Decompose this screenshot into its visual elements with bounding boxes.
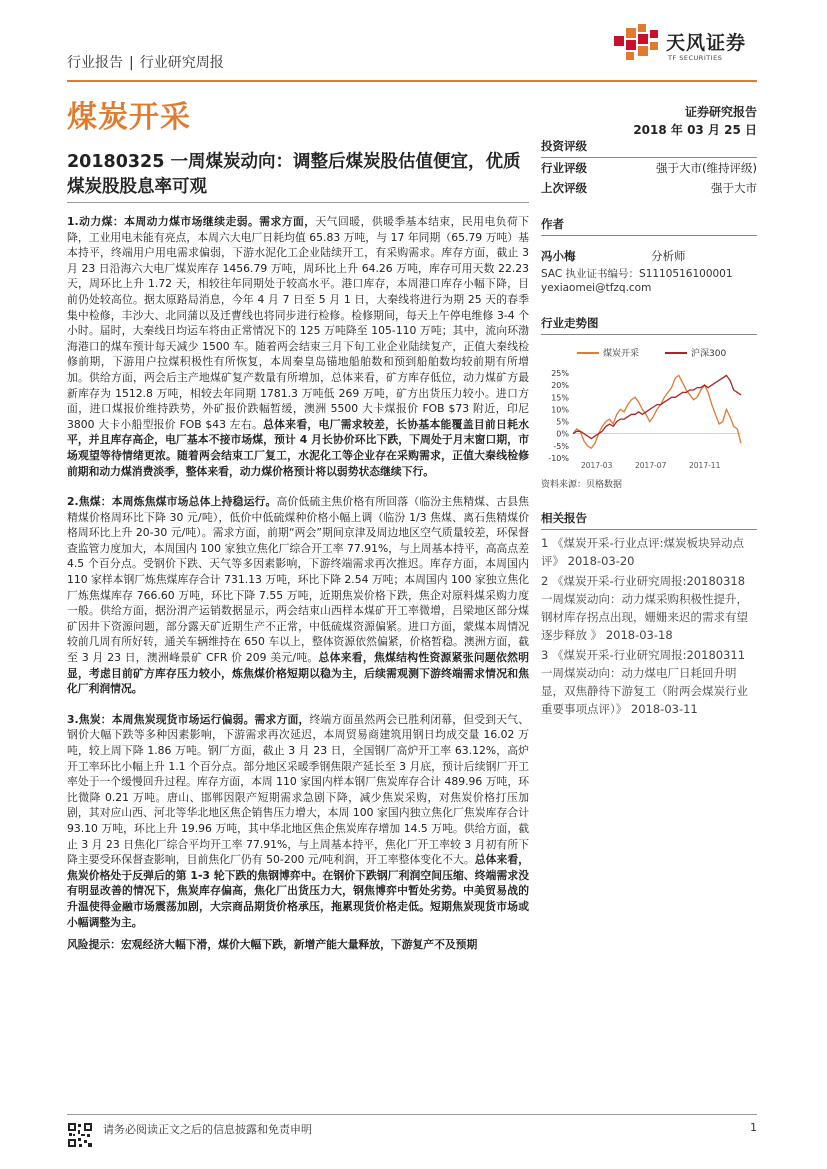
rating-row-industry — [541, 158, 757, 178]
y-tick-label: 5% — [556, 417, 569, 427]
y-tick-label: 20% — [551, 381, 569, 391]
paragraph-text: 终端方面虽然两会已胜利闭幕，但受到天气、钢价大幅下跌等多种因素影响，下游需求再次延迟，本周贸易商建筑用钢日均成交量 16.02 万吨，较上周下降 1.86 万吨。钢厂方面，截止 3 月 23 日，全国钢厂高炉开工率 63.12%，高炉开工率环比小幅上升 1.1 个百分点。部分地区采暖季钢焦限产延长至 3 月底，预计后续钢厂开工率处于一个缓慢回升过程。库存方面，本周 110 家国内样本钢厂焦炭库存合计 489.96 万吨，环比微降 0.21 万吨。唐山、邯郸因限产短期需求急剧下降，减少焦炭采购，对焦炭价格打压加剧，其对应山西、河北等华北地区焦企销售压力增大，本周 100 家国内独立焦化厂焦炭库存合计 93.10 万吨，环比上升 19.96 万吨，其中华北地区焦企焦炭库存增加 14.5 万吨。供给方面，截止 3 月 23 日焦化厂综合平均开工率 77.91%，与上周基本持平，焦化厂开工率较 3 月初有所下降主要受环保督查影响，目前焦化厂仍有 50-200 元/吨利润，开工率整体变化不大。 — [67, 712, 529, 867]
y-tick-label: -5% — [553, 441, 569, 451]
paragraph-conclusion: 总体来看，电厂需求较差，长协基本能覆盖目前日耗水平，并且库存高企，电厂基本不接市场煤，预计 4 月长协价环比下跌，下周处于月末窗口期，市场观望等待情绪更浓。随着两会结束工厂复工，水泥化工等企业存在采购需求，正值大秦线检修前期和动力煤消费淡季，整体来看，动力煤价格预计将以弱势状态继续下行。 — [67, 417, 530, 478]
company-logo — [612, 22, 762, 66]
trend-section — [541, 315, 757, 490]
series-line-coal-mining — [573, 375, 741, 448]
header-divider — [67, 80, 757, 82]
related-section — [541, 510, 757, 718]
breadcrumb-report-subtype: 行业研究周报 — [139, 55, 224, 71]
section-divider — [541, 235, 757, 236]
rating-row-previous — [541, 178, 757, 198]
related-report-title[interactable]: 3 《煤炭开采-行业研究周报:20180311 一周煤炭动向：动力煤电厂日耗回升明显，双焦静待下游复工（附两会煤炭行业重要事项点评）》 — [541, 648, 748, 716]
title-divider — [67, 202, 529, 203]
trend-section-title: 行业走势图 — [541, 316, 599, 330]
legend-label: 沪深300 — [691, 349, 727, 359]
x-tick-label: 2017-07 — [635, 461, 667, 470]
paragraph-heading: 3.焦炭：本周焦炭现货市场运行偏弱。需求方面， — [67, 712, 310, 726]
rating-key: 上次评级 — [541, 181, 587, 195]
risk-text: 宏观经济大幅下滑，煤价大幅下跌，新增产能大量释放，下游复产不及预期 — [120, 938, 478, 952]
logo-mark-icon — [612, 22, 660, 66]
footer-disclaimer[interactable]: 请务必阅读正文之后的信息披露和免责申明 — [103, 1123, 312, 1136]
paragraph-heading: 1.动力煤：本周动力煤市场继续走弱。需求方面， — [67, 215, 316, 228]
rating-value: 强于大市 — [711, 181, 757, 195]
qr-code-icon — [67, 1122, 93, 1148]
sidebar — [541, 138, 757, 720]
report-body — [67, 214, 529, 968]
author-section — [541, 216, 757, 295]
related-report-date: 2018-03-11 — [630, 702, 698, 716]
paragraph-text: 高价低硫主焦价格有所回落（临汾主焦精煤、古县焦精煤价格周环比下降 30 元/吨），低价中低硫煤种价格小幅上调（临汾 1/3 焦煤、离石焦精煤价格周环比上升 20-30 元/吨）。需求方面，前期“两会”期间京津及周边地区空气质量较差，环保督查监管力度加大，本周国内 100 家独立焦化厂综合开工率 77.91%，与上周基本持平，高高点差 4.5 个百分点。受钢价下跌、天气等多因素影响，下游终端需求再次推迟。库存方面，本周国内 110 家样本钢厂炼焦煤库存合计 731.13 万吨，环比下降 2.54 万吨；本周国内 100 家独立焦化厂炼焦煤库存 766.60 万吨，环比下降 7.55 万吨，近期焦炭价格下跌，焦企对原料煤采购力度一般。供给方面，据汾渭产运销数据显示，两会结束山西样本煤矿开工率微增，吕梁地区部分煤矿因井下资源问题，部分露天矿近期生产不正常，中低硫煤资源偏紧。进口方面，蒙煤本周情况较前几周有所好转，通关车辆维持在 650 车以上，整体资源依然偏紧，价格暂稳。澳洲方面，截至 3 月 23 日，澳洲峰景矿 CFR 价 209 美元/吨。 — [67, 495, 529, 665]
logo-text-en: TF SECURITIES — [668, 54, 723, 62]
related-report-title[interactable]: 1 《煤炭开采-行业点评:煤炭板块异动点评》 — [541, 536, 744, 568]
section-divider — [541, 529, 757, 530]
related-report-list — [541, 534, 757, 718]
y-tick-label: -10% — [548, 454, 569, 463]
breadcrumb — [67, 52, 224, 72]
chart-source: 资料来源：贝格数据 — [541, 480, 623, 490]
series-line-csi300 — [573, 375, 741, 438]
related-report-title[interactable]: 2 《煤炭开采-行业研究周报:20180318 一周煤炭动向：动力煤采购积极性提升，钢材库存拐点出现，姗姗来迟的需求有望逐步释放 》 — [541, 574, 748, 642]
legend-label: 煤炭开采 — [603, 349, 640, 359]
breadcrumb-report-type: 行业报告 — [67, 55, 123, 71]
paragraph-thermal-coal — [67, 214, 529, 479]
logo-text-cn: 天风证券 — [666, 32, 747, 54]
paragraph-heading: 2.焦煤：本周炼焦煤市场总体上持稳运行。 — [67, 495, 277, 509]
rating-key: 行业评级 — [541, 161, 587, 175]
x-tick-label: 2017-03 — [581, 461, 613, 470]
y-tick-label: 15% — [551, 393, 569, 403]
rating-value: 强于大市(维持评级) — [656, 161, 757, 175]
author-license: SAC 执业证书编号：S1110516100001 — [541, 268, 733, 280]
y-tick-label: 0% — [556, 429, 569, 439]
author-email[interactable]: yexiaomei@tfzq.com — [541, 282, 652, 294]
report-date: 2018 年 03 月 25 日 — [633, 123, 757, 137]
rating-section — [541, 138, 757, 198]
paragraph-text: 天气回暖，供暖季基本结束，民用电负荷下降，工业用电未能有亮点，本周六大电厂日耗均值 65.83 万吨，与 17 年同期（65.79 万吨）基本持平，终端用户用电需求偏弱，下游水泥化工企业陆续开工，有采购需求。库存方面，截止 3 月 23 日沿海六大电厂煤炭库存 1456.79 万吨，周环比上升 64.26 万吨，库存可用天数 22.23 天，周环比上升 1.72 天，相较往年同期处于较高水平。港口库存，本周港口库存小幅下降，目前仍处较高位。据太原路局消息，今年 4 月 7 日至 5 月 1 日，大秦线将进行为期 25 天的春季集中检修，丰沙大、北同蒲以及迁曹线也将同步进行检修。检修期间，每天上午停电维修 3-4 个小时。届时，大秦线日均运车将由正常情况下的 125 万吨降至 105-110 万吨；其中，流向环渤海港口的煤车预计每天减少 1500 车。随着两会结束三月下旬工业企业陆续复产，正值大秦线检修前期，下游用户拉煤积极性有所恢复，本周秦皇岛锚地船舶数和预到船舶数均较前期有所增加。供给方面，两会后主产地煤矿复产数量有所增加，总体来看，矿方库存低位，动力煤矿方最新库存为 1512.8 万吨，相较去年同期 1781.3 万吨低 269 万吨，矿方出货压力较小。进口方面，进口煤报价维持跌势，外矿报价跌幅暂缓，澳洲 5500 大卡煤报价 FOB $73 附近，印尼 3800 大卡小船型报价 FOB $43 左右。 — [67, 215, 529, 431]
paragraph-conclusion: 总体来看，焦煤结构性资源紧张问题依然明显，考虑目前矿方库存压力较小，炼焦煤价格短期以稳为主，后续需观测下游终端需求情况和焦化厂利润情况。 — [67, 651, 530, 696]
trend-chart-svg — [541, 335, 757, 475]
risk-warning — [67, 937, 529, 953]
author-section-title: 作者 — [541, 217, 564, 231]
y-tick-label: 10% — [551, 405, 569, 415]
paragraph-coking-coal — [67, 494, 529, 697]
related-report-date: 2018-03-20 — [567, 554, 635, 568]
rating-section-title: 投资评级 — [541, 139, 587, 153]
risk-label: 风险提示： — [67, 938, 121, 952]
report-type-label: 证券研究报告 — [684, 105, 757, 119]
author-role: 分析师 — [651, 249, 686, 263]
related-report-item[interactable] — [541, 534, 757, 570]
page-number: 1 — [750, 1121, 757, 1134]
industry-trend-chart — [541, 335, 757, 475]
report-title: 20180325 一周煤炭动向：调整后煤炭股估值便宜，优质煤炭股股息率可观 — [67, 152, 521, 197]
sector-title: 煤炭开采 — [67, 100, 191, 135]
breadcrumb-separator: | — [129, 55, 134, 71]
related-section-title: 相关报告 — [541, 511, 587, 525]
related-report-date: 2018-03-18 — [605, 628, 673, 642]
x-tick-label: 2017-11 — [689, 461, 721, 470]
y-tick-label: 25% — [551, 369, 569, 378]
paragraph-conclusion: 总体来看，焦炭价格处于反弹后的第 1-3 轮下跌的焦钢博弈中。在钢价下跌钢厂利润空间压缩、终端需求没有明显改善的情况下，焦炭库存偏高，焦化厂出货压力大，钢焦博弈中暂处劣势。中美贸易战的升温使得金融市场震荡加剧，大宗商品期货价格承压，拖累现货价格走低。短期焦炭现货市场或小幅调整为主。 — [67, 853, 529, 929]
related-report-item[interactable] — [541, 572, 757, 644]
paragraph-coke — [67, 712, 529, 930]
footer-divider — [67, 1114, 757, 1115]
related-report-item[interactable] — [541, 646, 757, 718]
author-name: 冯小梅 — [541, 249, 576, 263]
